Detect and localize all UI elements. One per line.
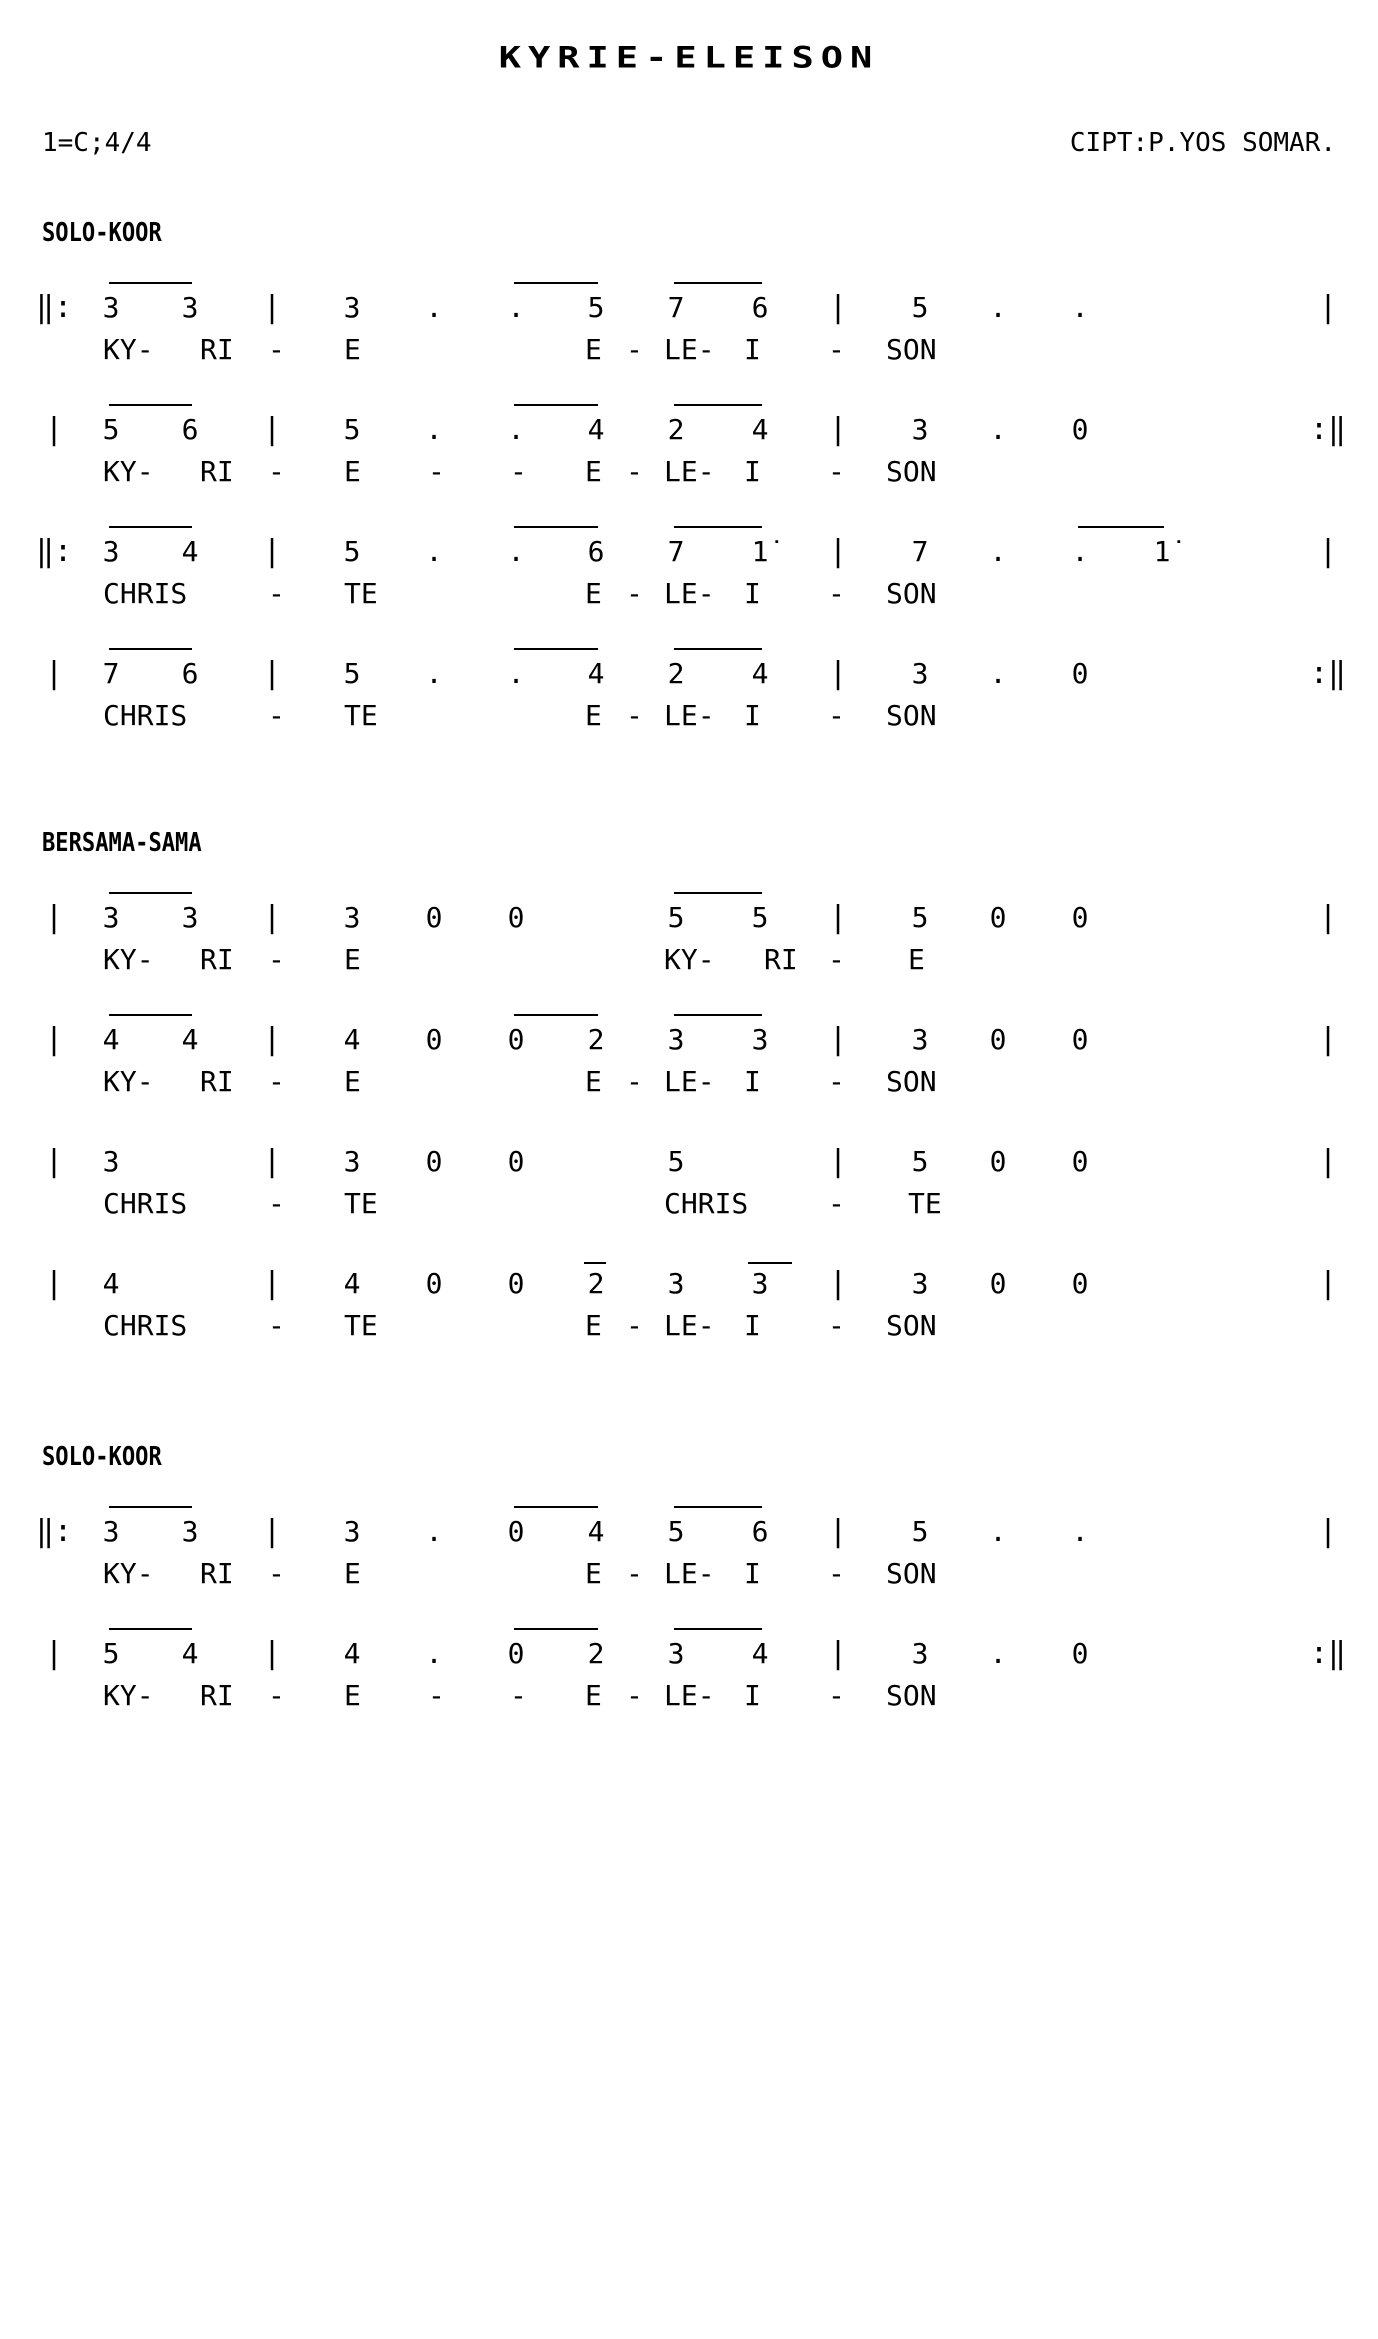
note-dot: . [989, 413, 1007, 446]
lyric-syllable: I [744, 1679, 761, 1712]
notation-row [0, 898, 1378, 938]
lyric-syllable: I [744, 1065, 761, 1098]
note: 3 [181, 901, 199, 934]
note: 7 [102, 657, 120, 690]
lyric-syllable: RI [764, 943, 798, 976]
beam-line [674, 1506, 762, 1508]
lyric-syllable: - [828, 1065, 845, 1098]
beam-line [514, 526, 598, 528]
lyric-syllable: CHRIS [103, 577, 188, 610]
lyric-syllable: - [626, 455, 643, 488]
bar-line: | [44, 1022, 64, 1057]
lyric-syllable: SON [886, 1065, 937, 1098]
lyric-syllable: - [828, 455, 845, 488]
note: 3 [102, 1515, 120, 1548]
lyric-syllable: - [268, 1187, 285, 1220]
lyric-syllable: - [626, 1065, 643, 1098]
note: 0 [507, 1637, 525, 1670]
note: 4 [587, 657, 605, 690]
lyric-syllable: KY- [664, 943, 715, 976]
notation-row [0, 654, 1378, 694]
lyric-syllable: E [585, 1557, 602, 1590]
lyric-syllable: E [344, 943, 361, 976]
bar-line: | [828, 290, 848, 325]
note-dot: . [989, 1637, 1007, 1670]
lyric-syllable: RI [200, 455, 234, 488]
note: 3 [911, 413, 929, 446]
repeat-sign: :‖ [1309, 656, 1347, 691]
beam-line [674, 1014, 762, 1016]
lyric-syllable: SON [886, 1557, 937, 1590]
beam-line [514, 1014, 598, 1016]
bar-line: | [1318, 1514, 1338, 1549]
note-dot: . [1071, 535, 1089, 568]
lyric-syllable: LE- [664, 1557, 715, 1590]
lyric-syllable: E [344, 455, 361, 488]
note: 7 [667, 535, 685, 568]
lyric-syllable: I [744, 699, 761, 732]
bar-line: | [262, 656, 282, 691]
bar-line: | [828, 1266, 848, 1301]
composer-credit: CIPT:P.YOS SOMAR. [1069, 128, 1336, 158]
note: 6 [587, 535, 605, 568]
lyric-row [0, 1062, 1378, 1102]
note-dot: . [425, 413, 443, 446]
beam-line [514, 404, 598, 406]
note-dot: . [989, 535, 1007, 568]
lyric-syllable: CHRIS [103, 1187, 188, 1220]
beam-line [584, 1262, 606, 1264]
note: 1̇ [1153, 535, 1171, 568]
lyric-syllable: E [344, 1557, 361, 1590]
bar-line: | [1318, 290, 1338, 325]
bar-line: | [1318, 534, 1338, 569]
note: 4 [587, 1515, 605, 1548]
lyric-syllable: E [585, 1309, 602, 1342]
note: 3 [911, 1637, 929, 1670]
note: 3 [911, 1023, 929, 1056]
note: 6 [751, 1515, 769, 1548]
notation-row [0, 1634, 1378, 1674]
note: 0 [507, 1267, 525, 1300]
note: 0 [1071, 1023, 1089, 1056]
bar-line: | [828, 656, 848, 691]
note: 0 [1071, 657, 1089, 690]
bar-line: | [44, 656, 64, 691]
lyric-row [0, 452, 1378, 492]
lyric-syllable: LE- [664, 577, 715, 610]
note: 0 [989, 901, 1007, 934]
note: 5 [667, 1145, 685, 1178]
note: 4 [751, 657, 769, 690]
lyric-syllable: LE- [664, 1309, 715, 1342]
note-dot: . [507, 291, 525, 324]
repeat-sign: ‖: [35, 534, 73, 569]
notation-row [0, 1142, 1378, 1182]
lyric-syllable: SON [886, 333, 937, 366]
note: 0 [1071, 1637, 1089, 1670]
lyric-syllable: LE- [664, 333, 715, 366]
note: 5 [343, 657, 361, 690]
lyric-syllable: RI [200, 1065, 234, 1098]
bar-line: | [262, 1636, 282, 1671]
beam-line [514, 1506, 598, 1508]
lyric-row [0, 1554, 1378, 1594]
note: 0 [507, 1023, 525, 1056]
note: 5 [667, 901, 685, 934]
note-dot: . [507, 413, 525, 446]
bar-line: | [262, 412, 282, 447]
note: 2 [667, 413, 685, 446]
beam-line [674, 526, 762, 528]
lyric-syllable: - [268, 333, 285, 366]
note: 3 [751, 1267, 769, 1300]
beam-line [514, 1628, 598, 1630]
lyric-syllable: KY- [103, 1065, 154, 1098]
note: 4 [102, 1023, 120, 1056]
bar-line: | [1318, 900, 1338, 935]
lyric-syllable: LE- [664, 1679, 715, 1712]
note: 5 [587, 291, 605, 324]
lyric-syllable: E [585, 1679, 602, 1712]
note: 5 [102, 1637, 120, 1670]
beam-line [109, 648, 192, 650]
note: 2 [587, 1267, 605, 1300]
lyric-syllable: - [828, 1187, 845, 1220]
note: 3 [343, 901, 361, 934]
bar-line: | [44, 412, 64, 447]
lyric-syllable: - [268, 455, 285, 488]
lyric-syllable: E [344, 1065, 361, 1098]
note: 3 [751, 1023, 769, 1056]
lyric-syllable: TE [908, 1187, 942, 1220]
note: 7 [911, 535, 929, 568]
notation-row [0, 288, 1378, 328]
lyric-syllable: - [828, 1309, 845, 1342]
note: 1̇ [751, 535, 769, 568]
note: 0 [425, 1145, 443, 1178]
lyric-syllable: TE [344, 577, 378, 610]
note: 5 [751, 901, 769, 934]
notation-row [0, 532, 1378, 572]
beam-line [109, 282, 192, 284]
lyric-syllable: RI [200, 333, 234, 366]
note: 3 [102, 1145, 120, 1178]
note: 0 [1071, 1267, 1089, 1300]
lyric-syllable: KY- [103, 1557, 154, 1590]
note-dot: . [425, 1637, 443, 1670]
lyric-syllable: E [585, 1065, 602, 1098]
lyric-syllable: SON [886, 577, 937, 610]
lyric-syllable: - [268, 1679, 285, 1712]
note-dot: . [425, 657, 443, 690]
note: 4 [102, 1267, 120, 1300]
note: 3 [667, 1267, 685, 1300]
note: 3 [102, 535, 120, 568]
beam-line [109, 892, 192, 894]
beam-line [674, 648, 762, 650]
note-dot: . [507, 535, 525, 568]
lyric-syllable: - [268, 943, 285, 976]
note-dot: . [989, 291, 1007, 324]
bar-line: | [1318, 1266, 1338, 1301]
note-dot: . [1071, 291, 1089, 324]
beam-line [109, 1628, 192, 1630]
lyric-syllable: LE- [664, 1065, 715, 1098]
notation-row [0, 1020, 1378, 1060]
lyric-syllable: RI [200, 1557, 234, 1590]
lyric-syllable: - [626, 333, 643, 366]
note-dot: . [425, 535, 443, 568]
lyric-syllable: E [585, 333, 602, 366]
lyric-syllable: SON [886, 699, 937, 732]
note: 2 [587, 1637, 605, 1670]
notation-row [0, 410, 1378, 450]
lyric-syllable: - [268, 1065, 285, 1098]
bar-line: | [828, 1514, 848, 1549]
note: 4 [751, 413, 769, 446]
beam-line [109, 1506, 192, 1508]
bar-line: | [828, 900, 848, 935]
beam-line [514, 648, 598, 650]
note: 0 [425, 1023, 443, 1056]
lyric-syllable: TE [344, 1187, 378, 1220]
bar-line: | [44, 1636, 64, 1671]
note: 0 [1071, 1145, 1089, 1178]
note: 4 [587, 413, 605, 446]
note: 5 [911, 1515, 929, 1548]
lyric-syllable: - [510, 1679, 527, 1712]
note: 4 [343, 1267, 361, 1300]
lyric-syllable: - [268, 1557, 285, 1590]
lyric-syllable: - [828, 333, 845, 366]
bar-line: | [828, 412, 848, 447]
note: 4 [181, 1023, 199, 1056]
lyric-syllable: CHRIS [103, 1309, 188, 1342]
lyric-syllable: KY- [103, 1679, 154, 1712]
lyric-syllable: LE- [664, 699, 715, 732]
lyric-syllable: I [744, 455, 761, 488]
lyric-syllable: - [268, 577, 285, 610]
bar-line: | [262, 290, 282, 325]
note: 5 [911, 1145, 929, 1178]
lyric-syllable: I [744, 577, 761, 610]
note: 0 [425, 1267, 443, 1300]
beam-line [1078, 526, 1164, 528]
lyric-row [0, 696, 1378, 736]
note: 4 [343, 1023, 361, 1056]
section-heading: BERSAMA-SAMA [42, 828, 202, 858]
bar-line: | [828, 1636, 848, 1671]
note: 3 [343, 1515, 361, 1548]
note: 0 [425, 901, 443, 934]
note: 7 [667, 291, 685, 324]
lyric-syllable: - [828, 1679, 845, 1712]
note: 0 [507, 1515, 525, 1548]
note: 3 [181, 1515, 199, 1548]
beam-line [674, 1628, 762, 1630]
note: 3 [667, 1023, 685, 1056]
lyric-syllable: I [744, 1557, 761, 1590]
lyric-syllable: - [268, 1309, 285, 1342]
lyric-syllable: - [828, 577, 845, 610]
bar-line: | [1318, 1144, 1338, 1179]
song-title: KYRIE-ELEISON [498, 40, 880, 75]
note: 5 [343, 413, 361, 446]
bar-line: | [262, 1144, 282, 1179]
note: 5 [343, 535, 361, 568]
lyric-syllable: - [828, 699, 845, 732]
note: 5 [911, 901, 929, 934]
lyric-syllable: - [626, 1679, 643, 1712]
beam-line [109, 404, 192, 406]
repeat-sign: ‖: [35, 1514, 73, 1549]
lyric-syllable: I [744, 1309, 761, 1342]
bar-line: | [262, 1514, 282, 1549]
bar-line: | [262, 534, 282, 569]
lyric-syllable: - [626, 1557, 643, 1590]
note-dot: . [989, 1515, 1007, 1548]
lyric-syllable: RI [200, 943, 234, 976]
note: 3 [102, 901, 120, 934]
lyric-syllable: E [344, 1679, 361, 1712]
note: 3 [343, 1145, 361, 1178]
lyric-syllable: - [626, 699, 643, 732]
note: 6 [181, 657, 199, 690]
lyric-syllable: - [510, 455, 527, 488]
lyric-syllable: - [828, 943, 845, 976]
lyric-syllable: E [585, 577, 602, 610]
note-dot: . [425, 291, 443, 324]
lyric-syllable: CHRIS [664, 1187, 749, 1220]
note: 4 [343, 1637, 361, 1670]
note: 0 [989, 1267, 1007, 1300]
lyric-syllable: E [344, 333, 361, 366]
note: 6 [181, 413, 199, 446]
bar-line: | [44, 900, 64, 935]
note: 3 [102, 291, 120, 324]
section-heading: SOLO-KOOR [42, 218, 162, 248]
note: 0 [989, 1145, 1007, 1178]
note: 4 [181, 1637, 199, 1670]
bar-line: | [1318, 1022, 1338, 1057]
lyric-syllable: SON [886, 1679, 937, 1712]
note: 3 [343, 291, 361, 324]
section-heading: SOLO-KOOR [42, 1442, 162, 1472]
repeat-sign: ‖: [35, 290, 73, 325]
note: 4 [181, 535, 199, 568]
lyric-syllable: E [585, 455, 602, 488]
bar-line: | [262, 1022, 282, 1057]
note-dot: . [507, 657, 525, 690]
notation-row [0, 1512, 1378, 1552]
lyric-row [0, 1306, 1378, 1346]
note-dot: . [1071, 1515, 1089, 1548]
note: 3 [911, 657, 929, 690]
lyric-syllable: - [828, 1557, 845, 1590]
lyric-row [0, 1184, 1378, 1224]
note: 0 [989, 1023, 1007, 1056]
lyric-syllable: KY- [103, 943, 154, 976]
beam-line [748, 1262, 792, 1264]
note: 5 [102, 413, 120, 446]
lyric-syllable: RI [200, 1679, 234, 1712]
note: 3 [667, 1637, 685, 1670]
lyric-syllable: KY- [103, 333, 154, 366]
beam-line [674, 892, 762, 894]
note: 6 [751, 291, 769, 324]
note-dot: . [425, 1515, 443, 1548]
note: 0 [1071, 413, 1089, 446]
lyric-syllable: I [744, 333, 761, 366]
repeat-sign: :‖ [1309, 1636, 1347, 1671]
lyric-syllable: TE [344, 699, 378, 732]
beam-line [109, 1014, 192, 1016]
note: 0 [1071, 901, 1089, 934]
note: 3 [911, 1267, 929, 1300]
bar-line: | [828, 534, 848, 569]
lyric-syllable: - [428, 1679, 445, 1712]
note-dot: . [989, 657, 1007, 690]
note: 2 [587, 1023, 605, 1056]
lyric-syllable: - [626, 1309, 643, 1342]
repeat-sign: :‖ [1309, 412, 1347, 447]
lyric-row [0, 1676, 1378, 1716]
lyric-syllable: E [585, 699, 602, 732]
bar-line: | [44, 1266, 64, 1301]
lyric-syllable: LE- [664, 455, 715, 488]
key-signature: 1=C;4/4 [42, 128, 152, 158]
beam-line [514, 282, 598, 284]
beam-line [109, 526, 192, 528]
beam-line [674, 404, 762, 406]
bar-line: | [828, 1022, 848, 1057]
lyric-syllable: - [268, 699, 285, 732]
notation-row [0, 1264, 1378, 1304]
note: 0 [507, 1145, 525, 1178]
bar-line: | [828, 1144, 848, 1179]
note: 5 [911, 291, 929, 324]
note: 0 [507, 901, 525, 934]
lyric-syllable: TE [344, 1309, 378, 1342]
beam-line [674, 282, 762, 284]
note: 2 [667, 657, 685, 690]
bar-line: | [262, 900, 282, 935]
lyric-syllable: E [908, 943, 925, 976]
lyric-row [0, 574, 1378, 614]
lyric-syllable: KY- [103, 455, 154, 488]
lyric-syllable: SON [886, 455, 937, 488]
lyric-syllable: - [626, 577, 643, 610]
lyric-row [0, 940, 1378, 980]
note: 3 [181, 291, 199, 324]
lyric-row [0, 330, 1378, 370]
lyric-syllable: CHRIS [103, 699, 188, 732]
lyric-syllable: SON [886, 1309, 937, 1342]
bar-line: | [44, 1144, 64, 1179]
note: 4 [751, 1637, 769, 1670]
note: 5 [667, 1515, 685, 1548]
lyric-syllable: - [428, 455, 445, 488]
bar-line: | [262, 1266, 282, 1301]
